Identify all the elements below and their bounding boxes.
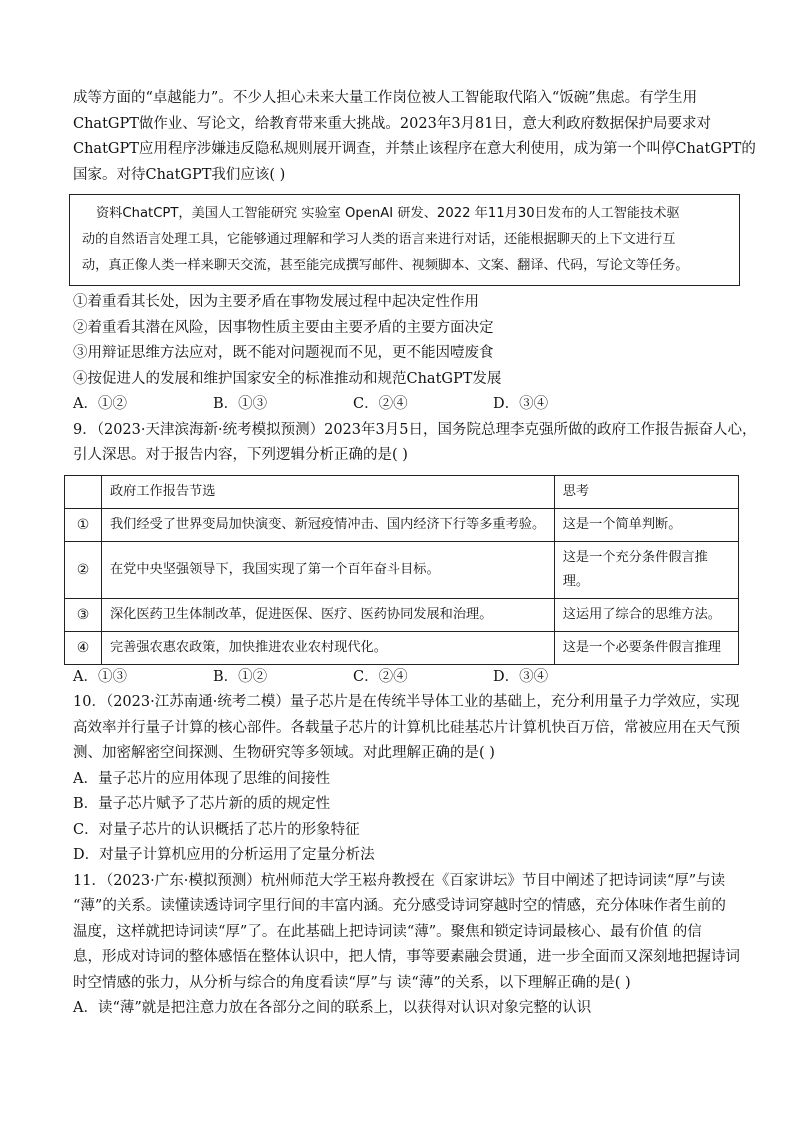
- q10-title-line-1: 10．（2023·江苏南通·统考二模）量子芯片是在传统半导体工业的基础上，充分利用量子力学效应，实现: [73, 694, 740, 710]
- table-row: [65, 508, 739, 541]
- row-excerpt: 完善强农惠农政策，加快推进农业农村现代化。: [101, 631, 554, 664]
- q10-choice-a[interactable]: A．量子芯片的应用体现了思维的间接性: [73, 770, 330, 787]
- question-11: [73, 869, 738, 1022]
- q10-choice-c[interactable]: C．对量子芯片的认识概括了芯片的形象特征: [73, 821, 360, 838]
- header-num: [65, 475, 102, 508]
- q8-statement-2: ②着重看其潜在风险，因事物性质主要由主要矛盾的主要方面决定: [73, 319, 494, 336]
- question-8: [73, 86, 756, 418]
- q11-choice-a[interactable]: A．读“薄”就是把注意力放在各部分之间的联系上，以获得对认识对象完整的认识: [73, 1000, 592, 1016]
- q11-title-line-3: 温度，这样就把诗词读“厚”了。在此基础上把诗词读“薄”。聚焦和锁定诗词最核心、最有价值 的信: [73, 923, 702, 940]
- question-9: [73, 418, 757, 691]
- q11-title-line-1: 11．（2023·广东·模拟预测）杭州师范大学王崧舟教授在《百家讲坛》节目中阐述了把诗词读“厚”与读: [73, 872, 726, 889]
- q8-option-d[interactable]: D．③④: [493, 396, 549, 412]
- header-think: 思考: [554, 475, 738, 508]
- row-num: ①: [65, 508, 102, 541]
- q9-option-a[interactable]: A．①③: [73, 668, 127, 685]
- q9-option-b[interactable]: B．①②: [213, 668, 268, 685]
- q10-title-line-3: 测、加密解密空间探测、生物研究等多领域。对此理解正确的是( ): [73, 745, 495, 761]
- row-think: 这是一个简单判断。: [554, 508, 738, 541]
- header-excerpt: 政府工作报告节选: [101, 475, 554, 508]
- q10-title-line-2: 高效率并行量子计算的核心部件。各载量子芯片的计算机比硅基芯片计算机快百万倍，常被应用在天气预: [73, 719, 740, 736]
- q9-title-line-2: 引人深思。对于报告内容，下列逻辑分析正确的是( ): [73, 447, 408, 463]
- q8-statement-1: ①着重看其长处，因为主要矛盾在事物发展过程中起决定性作用: [73, 294, 479, 310]
- row-think: 这是一个充分条件假言推理。: [554, 541, 738, 598]
- material-line-3: 动，真正像人类一样来聊天交流，甚至能完成撰写邮件、视频脚本、文案、翻译、代码，写论文等任务。: [82, 258, 689, 273]
- q10-choice-b[interactable]: B．量子芯片赋予了芯片新的质的规定性: [73, 796, 331, 812]
- q11-title-line-2: “薄”的关系。读懂读透诗词字里行间的丰富内涵。充分感受诗词穿越时空的情感，充分体味作者生前的: [73, 898, 726, 914]
- q8-line-4: 国家。对待ChatGPT我们应该( ): [73, 166, 286, 183]
- table-row: [65, 631, 739, 664]
- q8-material-box: [69, 194, 740, 286]
- q8-option-c[interactable]: C．②④: [353, 396, 408, 412]
- q8-option-a[interactable]: A．①②: [73, 396, 127, 412]
- q8-line-2: ChatGPT做作业、写论文，给教育带来重大挑战。2023年3月81日，意大利政府数据保护局要求对: [73, 115, 711, 132]
- q8-option-b[interactable]: B．①③: [213, 396, 268, 412]
- table-row: [65, 598, 739, 631]
- q10-choice-d[interactable]: D．对量子计算机应用的分析运用了定量分析法: [73, 847, 375, 863]
- row-excerpt: 我们经受了世界变局加快演变、新冠疫情冲击、国内经济下行等多重考验。: [101, 508, 554, 541]
- q8-line-3: ChatGPT应用程序涉嫌违反隐私规则展开调查，并禁止该程序在意大利使用，成为第一个叫停ChatGPT的: [73, 141, 756, 157]
- q8-statement-3: ③用辩证思维方法应对，既不能对问题视而不见，更不能因噎废食: [73, 345, 494, 361]
- material-line-2: 动的自然语言处理工具，它能够通过理解和学习人类的语言来进行对话，还能根据聊天的上下文进行互: [82, 232, 676, 247]
- q8-statement-4: ④按促进人的发展和维护国家安全的标准推动和规范ChatGPT发展: [73, 370, 502, 387]
- q9-option-c[interactable]: C．②④: [353, 668, 408, 685]
- q9-report-table: [64, 475, 739, 665]
- row-think: 这是一个必要条件假言推理: [554, 631, 738, 664]
- row-num: ③: [65, 598, 102, 631]
- table-row: [65, 541, 739, 598]
- q8-line-1: 成等方面的“卓越能力”。不少人担心未来大量工作岗位被人工智能取代陷入“饭碗”焦虑。有学生用: [73, 90, 698, 106]
- row-num: ④: [65, 631, 102, 664]
- table-header-row: [65, 475, 739, 508]
- q11-title-line-4: 息，形成对诗词的整体感悟在整体认识中，把人情，事等要素融会贯通，进一步全面而又深刻地把握诗词: [73, 949, 740, 965]
- question-10: [73, 690, 738, 869]
- material-line-1: 资料ChatCPT，美国人工智能研究 实验室 OpenAI 研发、2022 年11月30日发布的人工智能技术驱: [96, 206, 680, 221]
- q8-options: [73, 392, 738, 418]
- exam-page: [73, 86, 757, 1022]
- row-excerpt: 深化医药卫生体制改革，促进医保、医疗、医药协同发展和治理。: [101, 598, 554, 631]
- row-excerpt: 在党中央坚强领导下，我国实现了第一个百年奋斗目标。: [101, 541, 554, 598]
- q9-title-line-1: 9．（2023·天津滨海新·统考模拟预测）2023年3月5日，国务院总理李克强所做的政府工作报告振奋人心，: [73, 421, 757, 438]
- q11-title-line-5: 时空情感的张力，从分析与综合的角度看读“厚”与 读“薄”的关系，以下理解正确的是( ): [73, 974, 631, 991]
- q9-options: [73, 665, 738, 691]
- row-num: ②: [65, 541, 102, 598]
- row-think: 这运用了综合的思维方法。: [554, 598, 738, 631]
- q9-option-d[interactable]: D．③④: [493, 668, 549, 685]
